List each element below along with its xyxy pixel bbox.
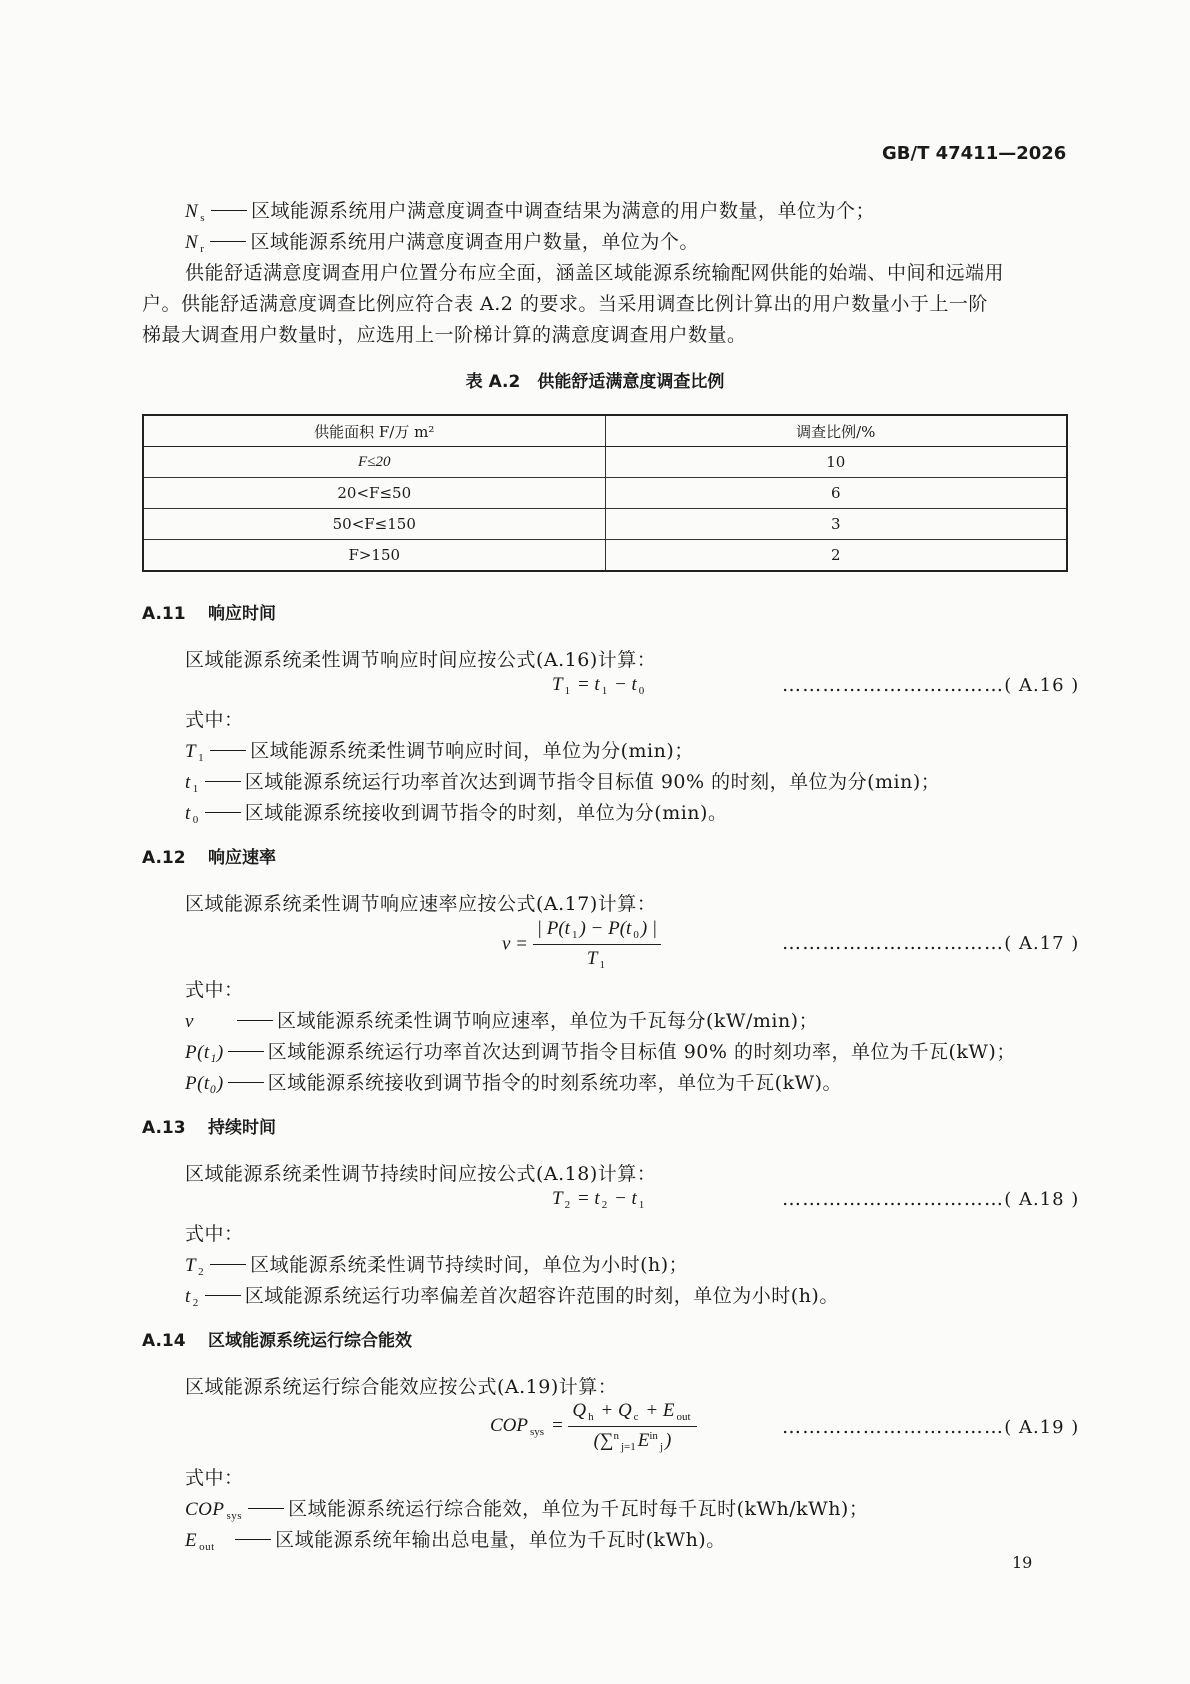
table-cell-area: 20<F≤50 [143, 478, 605, 509]
table-row [143, 509, 1067, 540]
table-cell-area: F≤20 [143, 447, 605, 478]
paragraph-line: 梯最大调查用户数量时，应选用上一阶梯计算的满意度调查用户数量。 [142, 324, 747, 346]
where-label: 式中： [185, 979, 244, 1001]
survey-ratio-table [142, 414, 1068, 572]
paragraph-line: 供能舒适满意度调查用户位置分布应全面，涵盖区域能源系统输配网供能的始端、中间和远端用 [185, 262, 1005, 284]
table-row [143, 540, 1067, 572]
where-label: 式中： [185, 709, 244, 731]
equation-label-a18: ……………………………( A.18 ) [782, 1188, 1080, 1210]
definition-t1-lower: t $_1$ 区域能源系统运行功率首次达到调节指令目标值 90% 的时刻，单位为分(min)； [185, 771, 941, 795]
where-label: 式中： [185, 1467, 244, 1489]
definition-cop: COP $_{sys}$ 区域能源系统运行综合能效，单位为千瓦时每千瓦时(kWh/kWh)； [185, 1498, 869, 1522]
paragraph-line: 户。供能舒适满意度调查比例应符合表 A.2 的要求。当采用调查比例计算出的用户数量小于上一阶 [142, 293, 988, 315]
table-cell-ratio: 6 [605, 478, 1067, 509]
definition-p-t1: P(t₁) 区域能源系统运行功率首次达到调节指令目标值 90% 的时刻功率，单位为千瓦(kW)； [185, 1041, 1016, 1063]
equation-label-a16: ……………………………( A.16 ) [782, 674, 1080, 696]
table-header-area: 供能面积 F/万 m² [143, 415, 605, 447]
a13-intro: 区域能源系统柔性调节持续时间应按公式(A.18)计算： [185, 1163, 657, 1185]
definition-text: 区域能源系统用户满意度调查中调查结果为满意的用户数量，单位为个； [250, 200, 875, 222]
formula-a19: COP $_{sys}$ = $\frac{Q _h + Q _c + E _{out}}{(\sum^n_{j=1} E^{in}_j )}$ [490, 1400, 697, 1453]
definition-t2: T $_2$ 区域能源系统柔性调节持续时间，单位为小时(h)； [185, 1254, 689, 1278]
definition-eout: E out 区域能源系统年输出总电量，单位为千瓦时(kWh)。 [185, 1529, 726, 1553]
table-row [143, 447, 1067, 478]
page-number: 19 [1012, 1553, 1033, 1572]
table-header-ratio: 调查比例/% [605, 415, 1067, 447]
a14-intro: 区域能源系统运行综合能效应按公式(A.19)计算： [185, 1376, 618, 1398]
definition-ns: N $_s$ 区域能源系统用户满意度调查中调查结果为满意的用户数量，单位为个； [185, 200, 875, 224]
definition-v: v 区域能源系统柔性调节响应速率，单位为千瓦每分(kW/min)； [185, 1010, 819, 1032]
formula-a16: T $_1$ = t $_1$ − t $_0$ [552, 674, 645, 697]
section-heading-a11: A.11 响应时间 [142, 604, 276, 624]
table-cell-ratio: 3 [605, 509, 1067, 540]
table-header-row [143, 415, 1067, 447]
table-cell-ratio: 2 [605, 540, 1067, 572]
section-heading-a13: A.13 持续时间 [142, 1118, 276, 1138]
definition-t0: t $_0$ 区域能源系统接收到调节指令的时刻，单位为分(min)。 [185, 802, 728, 826]
definition-t1: T $_1$ 区域能源系统柔性调节响应时间，单位为分(min)； [185, 740, 694, 764]
section-heading-a12: A.12 响应速率 [142, 848, 276, 868]
formula-a18: T $_2$ = t $_2$ − t $_1$ [552, 1188, 645, 1211]
definition-t2-lower: t $_2$ 区域能源系统运行功率偏差首次超容许范围的时刻，单位为小时(h)。 [185, 1285, 839, 1309]
definition-text: 区域能源系统用户满意度调查用户数量，单位为个。 [250, 231, 699, 253]
a12-intro: 区域能源系统柔性调节响应速率应按公式(A.17)计算： [185, 893, 657, 915]
table-cell-area: F>150 [143, 540, 605, 572]
formula-a17: v = $\frac{| P(t _1 ) - P(t _0 ) |}{T _1}$ [502, 918, 661, 971]
table-row [143, 478, 1067, 509]
symbol: N [185, 201, 199, 222]
definition-p-t0: P(t₀) 区域能源系统接收到调节指令的时刻系统功率，单位为千瓦(kW)。 [185, 1072, 843, 1094]
table-caption: 表 A.2 供能舒适满意度调查比例 [465, 372, 725, 392]
table-cell-ratio: 10 [605, 447, 1067, 478]
section-heading-a14: A.14 区域能源系统运行综合能效 [142, 1331, 412, 1351]
table-cell-area: 50<F≤150 [143, 509, 605, 540]
definition-nr: N $_r$ 区域能源系统用户满意度调查用户数量，单位为个。 [185, 231, 699, 255]
a11-intro: 区域能源系统柔性调节响应时间应按公式(A.16)计算： [185, 649, 657, 671]
equation-label-a17: ……………………………( A.17 ) [782, 932, 1080, 954]
where-label: 式中： [185, 1223, 244, 1245]
equation-label-a19: ……………………………( A.19 ) [782, 1416, 1080, 1438]
standard-number: GB/T 47411—2026 [882, 143, 1067, 164]
